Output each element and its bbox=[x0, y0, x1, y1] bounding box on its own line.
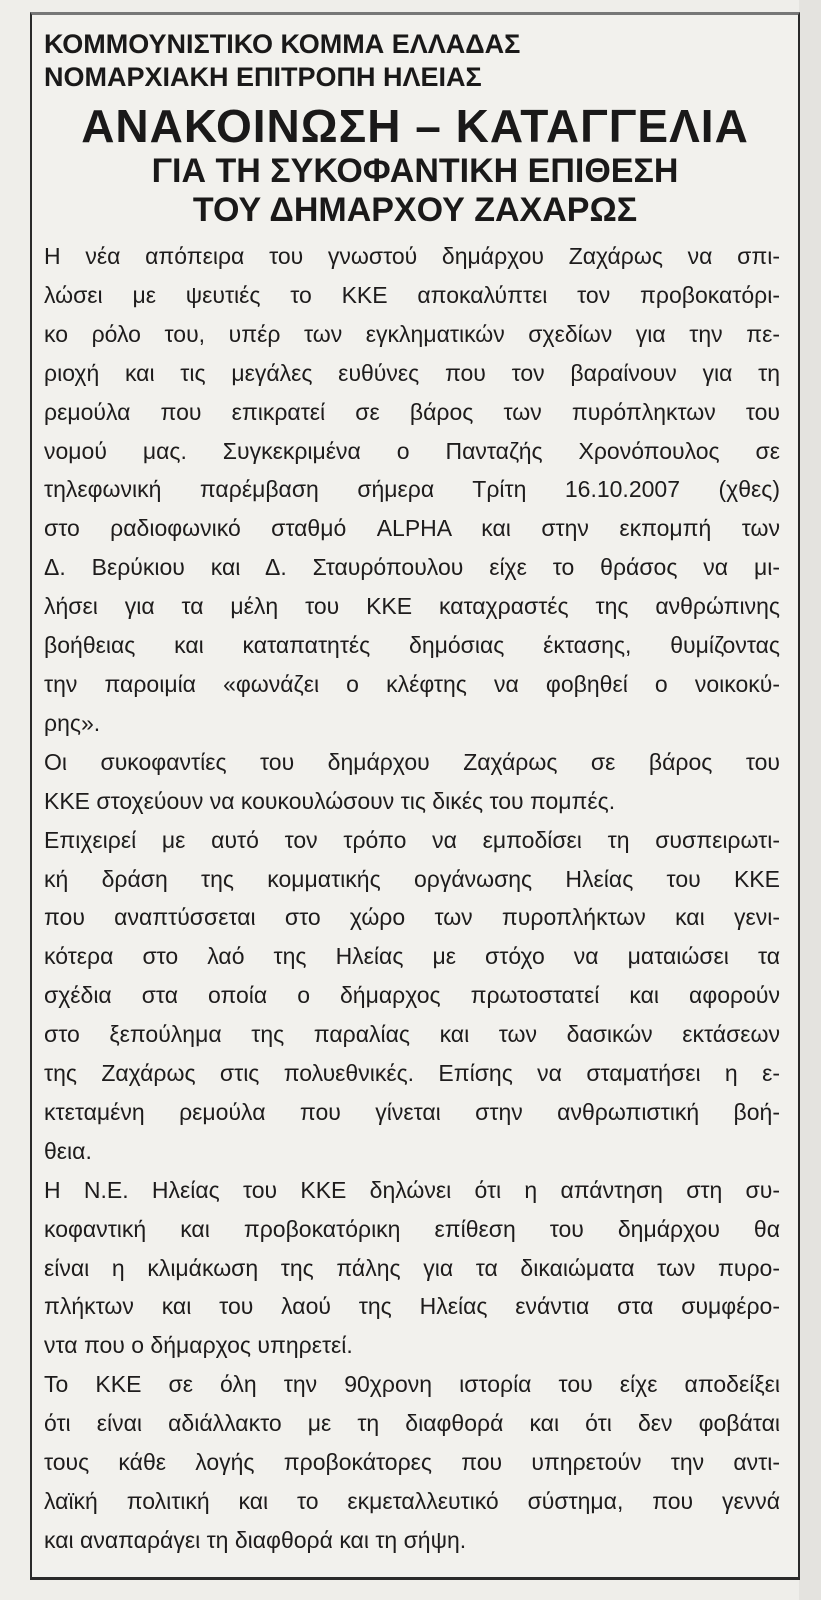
text-line: νομού μας. Συγκεκριμένα ο Πανταζής Χρονόπουλος σε bbox=[44, 437, 780, 464]
text-line: λαϊκή πολιτική και το εκμεταλλευτικό σύστημα, που γεννά bbox=[44, 1488, 780, 1514]
text-line: που αναπτύσσεται στο χώρο των πυροπλήκτων και γενι- bbox=[44, 904, 780, 931]
text-line: Η νέα απόπειρα του γνωστού δημάρχου Ζαχάρως να σπι- bbox=[44, 243, 780, 269]
text-line: βοήθειας και καταπατητές δημόσιας έκτασης, θυμίζοντας bbox=[44, 632, 780, 659]
announcement-subtitle-2: ΤΟΥ ΔΗΜΑΡΧΟΥ ΖΑΧΑΡΩΣ bbox=[192, 191, 638, 229]
text-line: στο ραδιοφωνικό σταθμό ALPHA και στην εκπομπή των bbox=[44, 515, 780, 542]
paragraph bbox=[44, 1171, 780, 1366]
adjacent-page-edge bbox=[799, 0, 821, 1600]
party-name: ΚΟΜΜΟΥΝΙΣΤΙΚΟ ΚΟΜΜΑ ΕΛΛΑΔΑΣ bbox=[44, 29, 521, 59]
text-line: κο ρόλο του, υπέρ των εγκληματικών σχεδίων για την πε- bbox=[44, 320, 780, 347]
text-line: Η Ν.Ε. Ηλείας του ΚΚΕ δηλώνει ότι η απάντηση στη συ- bbox=[44, 1176, 780, 1203]
text-line: Επιχειρεί με αυτό τον τρόπο να εμποδίσει τη συσπειρωτι- bbox=[44, 826, 780, 853]
text-line: κτεταμένη ρεμούλα που γίνεται στην ανθρωπιστική βοή- bbox=[44, 1098, 780, 1125]
committee-name: ΝΟΜΑΡΧΙΑΚΗ ΕΠΙΤΡΟΠΗ ΗΛΕΙΑΣ bbox=[44, 62, 482, 92]
text-line: λήσει για τα μέλη του ΚΚΕ καταχραστές της ανθρώπινης bbox=[44, 593, 780, 620]
text-line: της Ζαχάρως στις πολυεθνικές. Επίσης να σταματήσει η ε- bbox=[44, 1060, 780, 1087]
text-line: λώσει με ψευτιές το ΚΚΕ αποκαλύπτει τον προβοκατόρι- bbox=[44, 281, 780, 308]
text-line: Οι συκοφαντίες του δημάρχου Ζαχάρως σε βάρος του bbox=[44, 748, 780, 775]
text-line: κοφαντική και προβοκατόρικη επίθεση του δημάρχου θα bbox=[44, 1215, 780, 1242]
paragraph bbox=[44, 821, 780, 1171]
paragraph bbox=[44, 1365, 780, 1560]
text-line: και αναπαράγει τη διαφθορά και τη σήψη. bbox=[44, 1526, 467, 1553]
text-line: ριοχή και τις μεγάλες ευθύνες που τον βαραίνουν για τη bbox=[44, 359, 780, 386]
text-line: τηλεφωνική παρέμβαση σήμερα Τρίτη 16.10.2007 (χθες) bbox=[44, 476, 780, 503]
paragraph bbox=[44, 743, 780, 821]
text-line: τους κάθε λογής προβοκάτορες που υπηρετούν την αντι- bbox=[44, 1449, 780, 1476]
text-line: ρεμούλα που επικρατεί σε βάρος των πυρόπληκτων του bbox=[44, 398, 780, 425]
text-line: κότερα στο λαό της Ηλείας με στόχο να ματαιώσει τα bbox=[44, 943, 780, 970]
paragraph bbox=[44, 237, 780, 743]
text-line: ντα που ο δήμαρχος υπηρετεί. bbox=[44, 1332, 353, 1359]
text-line: είναι η κλιμάκωση της πάλης για τα δικαιώματα των πυρο- bbox=[44, 1254, 780, 1281]
text-line: Δ. Βερύκιου και Δ. Σταυρόπουλου είχε το θράσος να μι- bbox=[44, 554, 780, 581]
announcement-subtitle-1: ΓΙΑ ΤΗ ΣΥΚΟΦΑΝΤΙΚΗ ΕΠΙΘΕΣΗ bbox=[151, 152, 679, 190]
text-line: στο ξεπούλημα της παραλίας και των δασικών εκτάσεων bbox=[44, 1021, 780, 1048]
text-line: ρης». bbox=[44, 709, 101, 736]
announcement-title: ΑΝΑΚΟΙΝΩΣΗ – ΚΑΤΑΓΓΕΛΙΑ bbox=[81, 100, 749, 152]
text-line: θεια. bbox=[44, 1137, 92, 1164]
text-line: ότι είναι αδιάλλακτο με τη διαφθορά και ότι δεν φοβάται bbox=[44, 1410, 780, 1437]
announcement-body bbox=[44, 237, 780, 1560]
text-line: Το ΚΚΕ σε όλη την 90χρονη ιστορία του είχε αποδείξει bbox=[44, 1371, 780, 1398]
text-line: την παροιμία «φωνάζει ο κλέφτης να φοβηθεί ο νοικοκύ- bbox=[44, 670, 780, 697]
text-line: ΚΚΕ στοχεύουν να κουκουλώσουν τις δικές του πομπές. bbox=[44, 787, 616, 814]
text-line: σχέδια στα οποία ο δήμαρχος πρωτοστατεί και αφορούν bbox=[44, 982, 780, 1009]
announcement-clipping bbox=[30, 12, 800, 1580]
text-line: κή δράση της κομματικής οργάνωσης Ηλείας του ΚΚΕ bbox=[44, 865, 780, 892]
text-line: πλήκτων και του λαού της Ηλείας ενάντια στα συμφέρο- bbox=[44, 1293, 780, 1320]
